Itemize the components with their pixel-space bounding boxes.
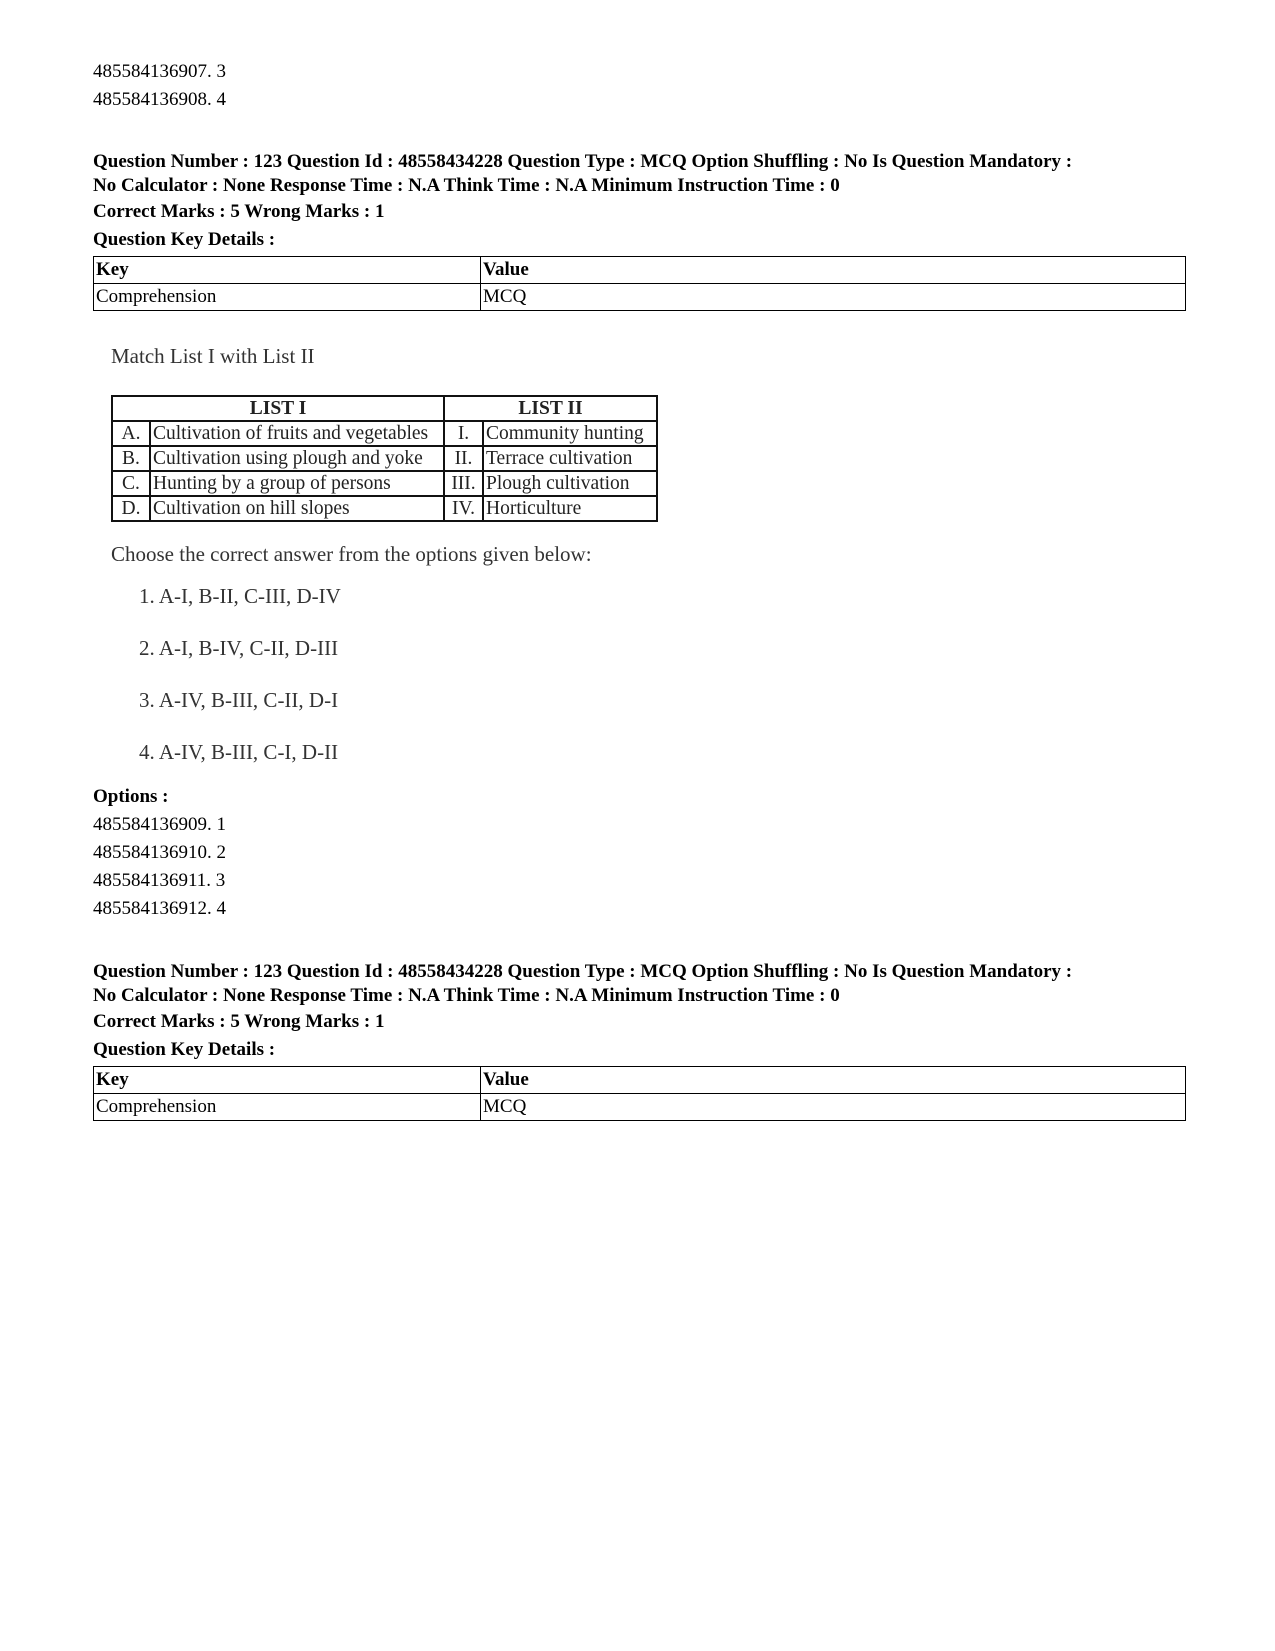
list-1-item: Cultivation on hill slopes — [150, 496, 444, 521]
list-1-label: A. — [112, 421, 150, 446]
match-table — [111, 395, 658, 522]
question-marks: Correct Marks : 5 Wrong Marks : 1 — [93, 201, 385, 222]
question-meta-line: Question Number : 123 Question Id : 48558434228 Question Type : MCQ Option Shuffling : No Is Question Mandatory : — [93, 151, 1073, 172]
list-2-item: Plough cultivation — [483, 471, 657, 496]
options-label: Options : — [93, 786, 169, 807]
option-item: 485584136911. 3 — [93, 870, 226, 891]
list-1-item: Hunting by a group of persons — [150, 471, 444, 496]
answer-choice: 4. A-IV, B-III, C-I, D-II — [139, 740, 339, 764]
table-header-cell: Value — [481, 257, 1186, 284]
list-1-label: B. — [112, 446, 150, 471]
list-2-item: Terrace cultivation — [483, 446, 657, 471]
table-header-cell: Key — [94, 1067, 481, 1094]
table-row — [94, 257, 1186, 284]
table-row — [112, 471, 657, 496]
list-2-header: LIST II — [444, 396, 657, 421]
key-details-label: Question Key Details : — [93, 229, 276, 250]
key-details-table — [93, 256, 1186, 311]
question-marks: Correct Marks : 5 Wrong Marks : 1 — [93, 1011, 385, 1032]
key-details-label: Question Key Details : — [93, 1039, 276, 1060]
table-cell: Comprehension — [94, 284, 481, 311]
table-row — [112, 446, 657, 471]
table-row — [94, 284, 1186, 311]
list-1-header: LIST I — [112, 396, 444, 421]
choose-instruction: Choose the correct answer from the options given below: — [111, 542, 592, 566]
table-row — [94, 1067, 1186, 1094]
table-row — [94, 1094, 1186, 1121]
table-header-cell: Value — [481, 1067, 1186, 1094]
question-body — [108, 340, 688, 800]
answer-choice: 3. A-IV, B-III, C-II, D-I — [139, 688, 339, 712]
prev-option: 485584136907. 3 — [93, 61, 226, 82]
table-header-cell: Key — [94, 257, 481, 284]
next-question-meta — [93, 960, 1193, 1008]
prev-option: 485584136908. 4 — [93, 89, 226, 110]
list-1-label: D. — [112, 496, 150, 521]
question-meta — [93, 150, 1193, 198]
option-item: 485584136910. 2 — [93, 842, 226, 863]
answer-choice: 2. A-I, B-IV, C-II, D-III — [139, 636, 339, 660]
list-2-label: IV. — [444, 496, 483, 521]
table-cell: MCQ — [481, 284, 1186, 311]
list-1-item: Cultivation of fruits and vegetables — [150, 421, 444, 446]
list-1-item: Cultivation using plough and yoke — [150, 446, 444, 471]
question-meta-line: No Calculator : None Response Time : N.A Think Time : N.A Minimum Instruction Time : 0 — [93, 985, 840, 1006]
table-row — [112, 396, 657, 421]
question-meta-line: Question Number : 123 Question Id : 48558434228 Question Type : MCQ Option Shuffling : No Is Question Mandatory : — [93, 961, 1073, 982]
question-intro: Match List I with List II — [111, 344, 315, 368]
list-1-label: C. — [112, 471, 150, 496]
list-2-label: III. — [444, 471, 483, 496]
table-cell: MCQ — [481, 1094, 1186, 1121]
list-2-label: II. — [444, 446, 483, 471]
list-2-item: Horticulture — [483, 496, 657, 521]
table-cell: Comprehension — [94, 1094, 481, 1121]
table-row — [112, 496, 657, 521]
key-details-table — [93, 1066, 1186, 1121]
answer-choice: 1. A-I, B-II, C-III, D-IV — [139, 584, 341, 608]
table-row — [112, 421, 657, 446]
list-2-item: Community hunting — [483, 421, 657, 446]
question-meta-line: No Calculator : None Response Time : N.A Think Time : N.A Minimum Instruction Time : 0 — [93, 175, 840, 196]
option-item: 485584136912. 4 — [93, 898, 226, 919]
option-item: 485584136909. 1 — [93, 814, 226, 835]
list-2-label: I. — [444, 421, 483, 446]
